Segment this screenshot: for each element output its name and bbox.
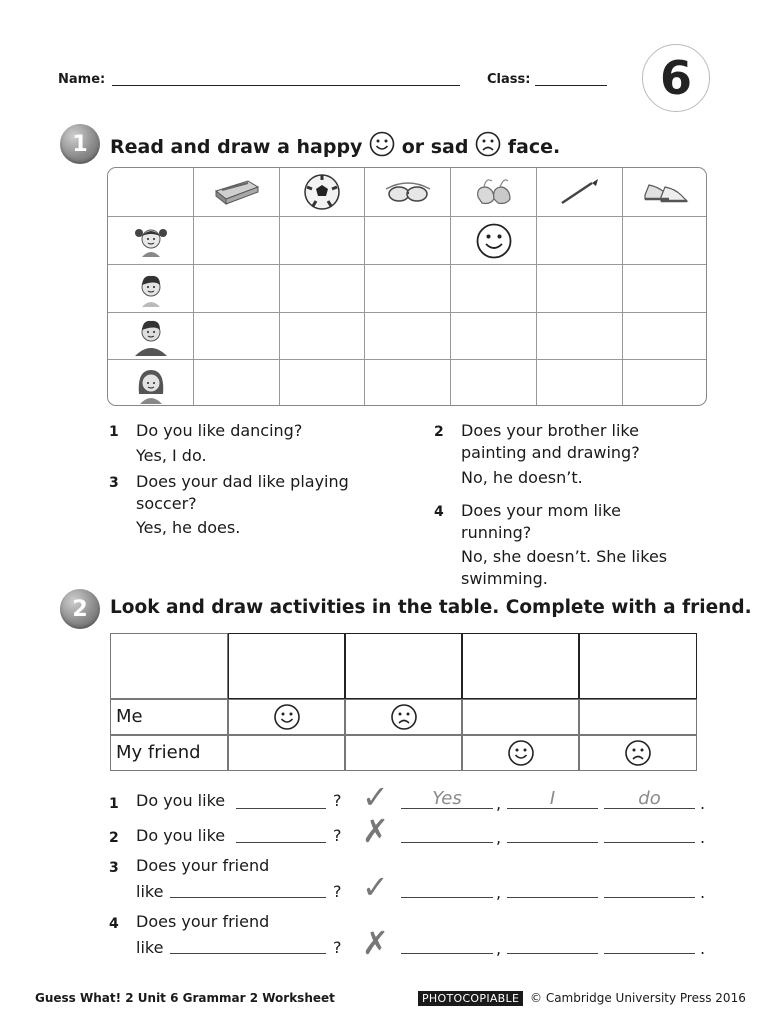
sentence-2-number: 2 bbox=[109, 830, 119, 846]
pencil-case-icon bbox=[194, 168, 279, 216]
sentence-2-comma: , bbox=[496, 828, 502, 847]
question-4-answer-line1: No, she doesn’t. She likes bbox=[461, 547, 668, 566]
example-happy-face bbox=[451, 217, 536, 264]
sentence-3-line1: Does your friend bbox=[136, 856, 270, 875]
sentence-4-answer-blank-3[interactable] bbox=[604, 939, 695, 954]
sentence-4-answer-blank-2[interactable] bbox=[507, 939, 598, 954]
cross-mark-icon: ✗ bbox=[362, 812, 389, 850]
sentence-3-answer-blank-3[interactable] bbox=[604, 883, 695, 898]
unit-number-badge: 6 bbox=[642, 44, 710, 112]
sentence-1-comma: , bbox=[496, 794, 502, 813]
soccer-ball-icon bbox=[280, 168, 364, 216]
friend-cell-3 bbox=[462, 735, 579, 771]
exercise-1-number: 1 bbox=[60, 124, 100, 164]
question-4-text-line1: Does your mom like bbox=[461, 501, 621, 520]
sentence-3-line2: like bbox=[136, 882, 164, 901]
sentence-3-activity-blank[interactable] bbox=[170, 883, 326, 898]
me-label-cell bbox=[110, 699, 228, 735]
likes-table bbox=[107, 167, 707, 406]
sentence-1-answer-1: Yes bbox=[432, 788, 462, 809]
question-3-text-line1: Does your dad like playing bbox=[136, 472, 349, 491]
activity-drawing-cell-2[interactable] bbox=[345, 633, 462, 699]
question-2-answer: No, he doesn’t. bbox=[461, 468, 583, 487]
activity-drawing-cell-1[interactable] bbox=[228, 633, 345, 699]
friend-label-cell bbox=[110, 735, 228, 771]
me-label: Me bbox=[116, 706, 143, 727]
sentence-4-period: . bbox=[700, 939, 706, 958]
sentence-2-text: Do you like bbox=[136, 826, 226, 845]
question-1-text: Do you like dancing? bbox=[136, 421, 303, 440]
question-4-text-line2: running? bbox=[461, 523, 532, 542]
sentence-2-answer-blank-2[interactable] bbox=[507, 828, 598, 843]
sentence-2-answer-blank-1[interactable] bbox=[401, 828, 493, 843]
sentence-2-activity-blank[interactable] bbox=[236, 828, 326, 843]
paintbrush-icon bbox=[537, 168, 622, 216]
sentence-3-answer-blank-1[interactable] bbox=[401, 883, 493, 898]
sentence-2-qmark: ? bbox=[333, 826, 342, 845]
happy-face-icon bbox=[369, 131, 395, 157]
sentence-1-activity-blank[interactable] bbox=[236, 794, 326, 809]
name-field[interactable] bbox=[112, 72, 460, 86]
question-1-number: 1 bbox=[109, 424, 119, 440]
question-3-text-line2: soccer? bbox=[136, 494, 197, 513]
check-mark-icon: ✓ bbox=[362, 778, 389, 816]
activity-drawing-cell-4[interactable] bbox=[579, 633, 697, 699]
question-3-number: 3 bbox=[109, 475, 119, 491]
sentence-4-qmark: ? bbox=[333, 938, 342, 957]
sentence-3-period: . bbox=[700, 883, 706, 902]
swim-goggles-icon bbox=[365, 168, 450, 216]
sentence-3-answer-blank-2[interactable] bbox=[507, 883, 598, 898]
activity-drawing-cell-3[interactable] bbox=[462, 633, 579, 699]
friend-cell-4 bbox=[579, 735, 697, 771]
sentence-1-answer-2: I bbox=[549, 788, 556, 809]
table2-corner-cell bbox=[110, 633, 228, 699]
me-cell-2 bbox=[345, 699, 462, 735]
cross-mark-icon: ✗ bbox=[362, 924, 389, 962]
sentence-3-comma: , bbox=[496, 883, 502, 902]
activities-table bbox=[110, 633, 697, 771]
class-field[interactable] bbox=[535, 72, 607, 86]
ballet-shoes-icon bbox=[451, 168, 536, 216]
sentence-2-period: . bbox=[700, 828, 706, 847]
sentence-4-comma: , bbox=[496, 939, 502, 958]
sad-face-icon bbox=[390, 703, 418, 731]
question-4-answer-line2: swimming. bbox=[461, 569, 548, 588]
boy-icon bbox=[108, 265, 193, 312]
friend-cell-2[interactable] bbox=[345, 735, 462, 771]
sentence-2-answer-blank-3[interactable] bbox=[604, 828, 695, 843]
question-1-answer: Yes, I do. bbox=[136, 446, 207, 465]
sentence-1-qmark: ? bbox=[333, 791, 342, 810]
sad-face-icon bbox=[624, 739, 652, 767]
sentence-4-number: 4 bbox=[109, 916, 119, 932]
sentence-4-line2: like bbox=[136, 938, 164, 957]
name-label: Name: bbox=[58, 72, 106, 87]
mom-icon bbox=[108, 360, 193, 406]
sentence-1-number: 1 bbox=[109, 796, 119, 812]
question-4-number: 4 bbox=[434, 504, 444, 520]
question-2-text-line1: Does your brother like bbox=[461, 421, 639, 440]
happy-face-icon bbox=[507, 739, 535, 767]
sentence-4-activity-blank[interactable] bbox=[170, 939, 326, 954]
exercise-1-title bbox=[110, 131, 560, 158]
title-part-3: face. bbox=[507, 136, 561, 158]
girl-icon bbox=[108, 217, 193, 264]
sentence-4-line1: Does your friend bbox=[136, 912, 270, 931]
me-cell-4[interactable] bbox=[579, 699, 697, 735]
copyright-text: © Cambridge University Press 2016 bbox=[530, 991, 746, 1005]
photocopiable-badge: PHOTOCOPIABLE bbox=[418, 991, 523, 1006]
exercise-2-title: Look and draw activities in the table. Complete with a friend. bbox=[110, 597, 752, 618]
question-2-text-line2: painting and drawing? bbox=[461, 443, 640, 462]
friend-cell-1[interactable] bbox=[228, 735, 345, 771]
sentence-1-answer-3: do bbox=[638, 788, 661, 809]
sentence-4-answer-blank-1[interactable] bbox=[401, 939, 493, 954]
sneakers-icon bbox=[623, 168, 707, 216]
dad-icon bbox=[108, 313, 193, 359]
class-label: Class: bbox=[487, 72, 531, 87]
question-2-number: 2 bbox=[434, 424, 444, 440]
sentence-3-number: 3 bbox=[109, 860, 119, 876]
check-mark-icon: ✓ bbox=[362, 868, 389, 906]
sentence-1-period: . bbox=[700, 794, 706, 813]
sad-face-icon bbox=[475, 131, 501, 157]
friend-label: My friend bbox=[116, 742, 201, 763]
sentence-1-text: Do you like bbox=[136, 791, 226, 810]
footer-title: Guess What! 2 Unit 6 Grammar 2 Worksheet bbox=[35, 991, 335, 1005]
exercise-2-number: 2 bbox=[60, 589, 100, 629]
sentence-3-qmark: ? bbox=[333, 882, 342, 901]
title-part-2: or sad bbox=[401, 136, 469, 158]
title-part-1: Read and draw a happy bbox=[110, 136, 363, 158]
question-3-answer: Yes, he does. bbox=[136, 518, 241, 537]
me-cell-1 bbox=[228, 699, 345, 735]
me-cell-3[interactable] bbox=[462, 699, 579, 735]
happy-face-icon bbox=[273, 703, 301, 731]
